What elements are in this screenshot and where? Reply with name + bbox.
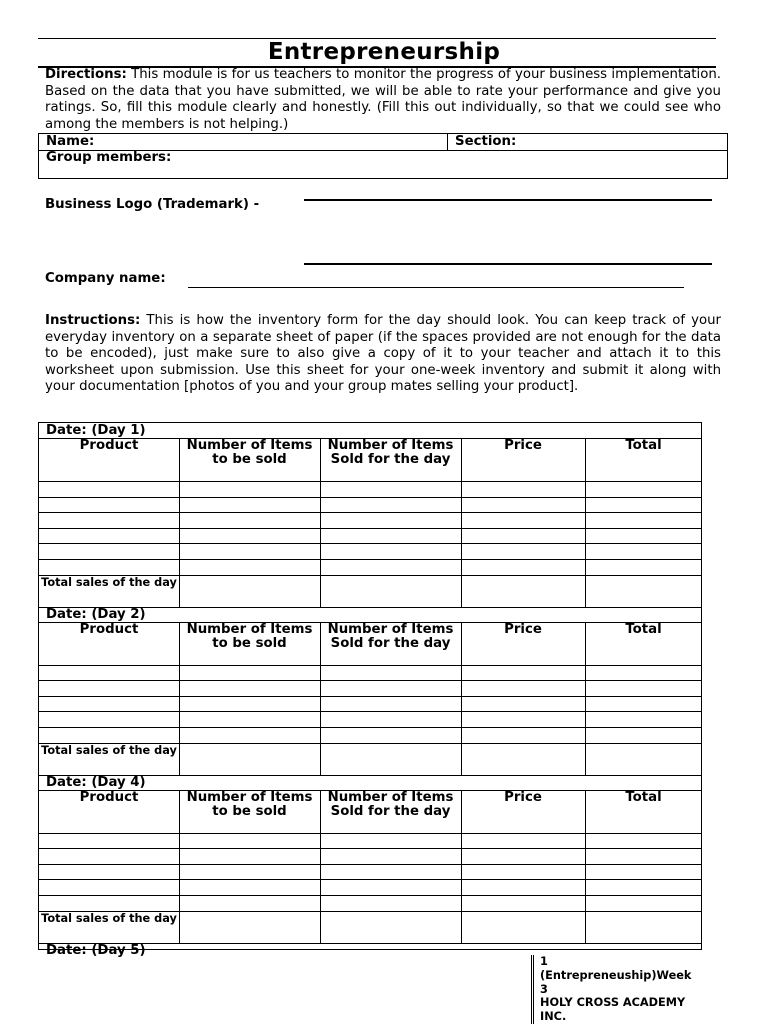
table-row-line	[39, 680, 701, 681]
directions-text: This module is for us teachers to monitor the progress of your business implementation. Based on the data that you have submitted, we will be able to rate your performance and give you ratings. So, fill this module clearly and honestly. (Fill this out individually, so that we could see who among the members is not helping.)	[45, 67, 721, 132]
table-row-line	[39, 711, 701, 712]
footer-page-number: 1	[540, 955, 548, 968]
total-sales-label: Total sales of the day	[41, 575, 177, 589]
column-divider	[585, 438, 586, 607]
column-header-4: Total	[625, 621, 662, 637]
table-row-line	[39, 497, 701, 498]
footer-bar	[531, 955, 534, 1024]
table-row-line	[39, 543, 701, 544]
column-header-3: Price	[504, 438, 542, 453]
logo-bottom-line	[304, 263, 712, 265]
student-info-box	[38, 133, 728, 179]
column-divider	[320, 438, 321, 607]
column-header-2: Number of Items Sold for the day	[327, 438, 454, 467]
logo-top-line	[304, 199, 712, 201]
day-date-label: Date: (Day 1)	[46, 423, 146, 438]
table-row-line	[39, 727, 701, 728]
column-divider	[320, 790, 321, 943]
column-divider	[461, 790, 462, 943]
column-divider	[179, 790, 180, 943]
column-divider	[320, 622, 321, 775]
column-header-1: Number of Items to be sold	[186, 438, 313, 467]
table-row-line	[39, 512, 701, 513]
directions-label: Directions:	[45, 67, 127, 82]
column-divider	[461, 438, 462, 607]
footer-week-number: 3	[540, 982, 548, 996]
header-bottom-line	[39, 833, 701, 834]
header-bottom-line	[39, 481, 701, 482]
column-header-2: Number of Items Sold for the day	[327, 621, 454, 651]
directions-paragraph	[45, 67, 721, 133]
instructions-label: Instructions:	[45, 313, 141, 328]
instructions-text: This is how the inventory form for the day should look. You can keep track of your everyday inventory on a separate sheet of paper (if the spaces provided are not enough for the data to be encoded), just make sure to also give a copy of it to your teacher and attach it to this worksheet upon submission. Use this sheet for your one-week inventory and submit it along with your documentation [photos of you and your group mates selling your product].	[45, 313, 721, 395]
column-divider	[179, 438, 180, 607]
total-sales-label: Total sales of the day	[41, 911, 177, 925]
business-logo-label: Business Logo (Trademark) -	[45, 197, 260, 212]
header-bottom-line	[39, 665, 701, 666]
column-header-2: Number of Items Sold for the day	[327, 789, 454, 819]
name-section-row	[39, 134, 727, 151]
column-header-3: Price	[504, 621, 542, 637]
column-header-0: Product	[79, 621, 139, 637]
page-footer	[540, 955, 740, 1024]
table-row-line	[39, 879, 701, 880]
column-header-4: Total	[625, 438, 662, 453]
table-row-line	[39, 895, 701, 896]
instructions-paragraph	[45, 313, 721, 396]
day-date-label: Date: (Day 2)	[46, 606, 146, 622]
footer-school-line2: INC.	[540, 1010, 567, 1024]
column-header-3: Price	[504, 789, 542, 805]
footer-course-week: (Entrepreneuship)Week	[540, 968, 692, 982]
trailing-date-label: Date: (Day 5)	[46, 942, 146, 958]
name-label: Name:	[46, 134, 95, 149]
column-header-1: Number of Items to be sold	[186, 621, 313, 651]
column-header-0: Product	[79, 438, 139, 453]
table-row-line	[39, 848, 701, 849]
column-header-1: Number of Items to be sold	[186, 789, 313, 819]
page-title: Entrepreneurship	[267, 39, 501, 65]
inventory-table	[38, 422, 702, 958]
column-header-0: Product	[79, 789, 139, 805]
company-name-label: Company name:	[45, 271, 166, 286]
name-section-divider	[447, 134, 448, 150]
section-label: Section:	[455, 134, 517, 149]
table-row-line	[39, 528, 701, 529]
total-sales-label: Total sales of the day	[41, 743, 177, 757]
day-date-label: Date: (Day 4)	[46, 774, 146, 790]
table-row-line	[39, 696, 701, 697]
column-header-4: Total	[625, 789, 662, 805]
table-row-line	[39, 864, 701, 865]
group-members-label: Group members:	[46, 150, 172, 165]
company-name-line	[188, 287, 684, 288]
column-divider	[461, 622, 462, 775]
column-divider	[585, 622, 586, 775]
footer-school-line1: HOLY CROSS ACADEMY	[540, 996, 686, 1010]
column-divider	[585, 790, 586, 943]
column-divider	[179, 622, 180, 775]
table-row-line	[39, 559, 701, 560]
